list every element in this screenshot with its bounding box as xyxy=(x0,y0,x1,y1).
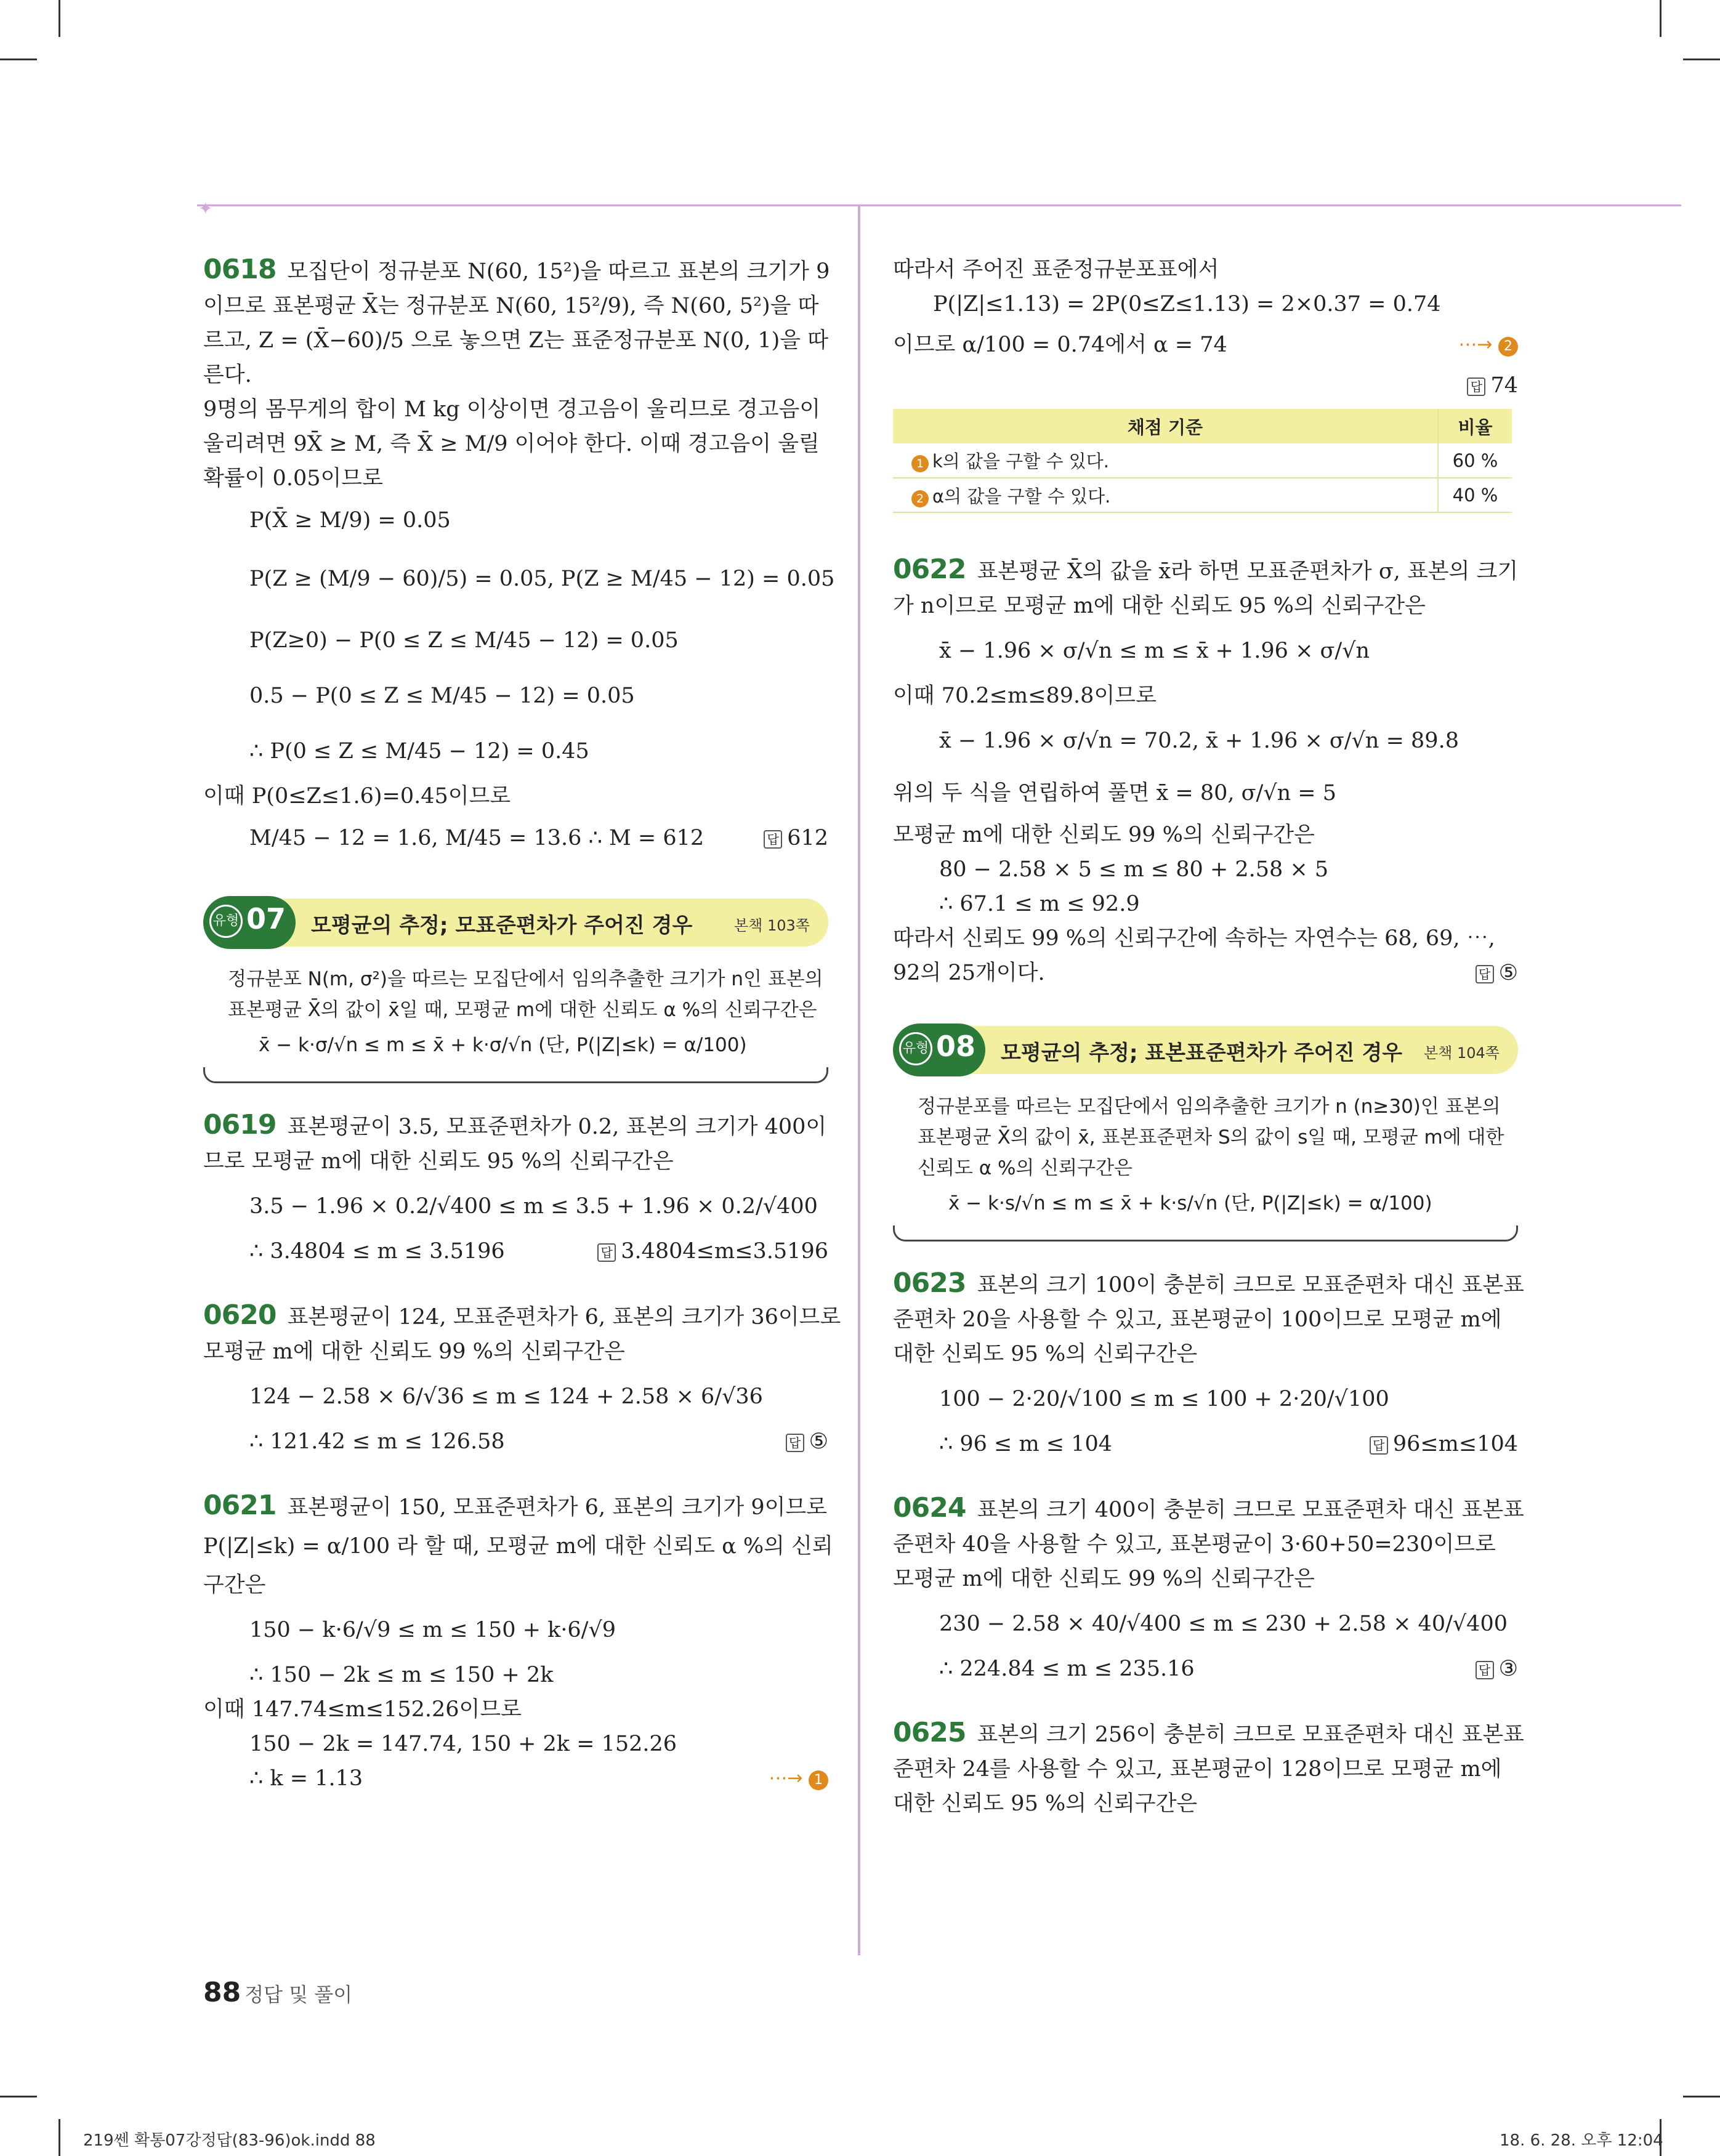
box-bracket xyxy=(203,1067,828,1083)
answer-icon: 답 xyxy=(1476,1661,1494,1679)
scoring-table xyxy=(893,409,1512,513)
equation: ∴ 150 − 2k ≤ m ≤ 150 + 2k xyxy=(249,1663,554,1687)
type-banner-08 xyxy=(893,1026,1518,1074)
type-banner-07 xyxy=(203,898,828,947)
problem-number: 0619 xyxy=(203,1109,277,1141)
answer-icon: 답 xyxy=(764,830,782,849)
problem-0621: 0621 표본평균이 150, 모표준편차가 6, 표본의 크기가 9이므로 P(|Z|≤k) = α/100 라 할 때, 모평균 m에 대한 신뢰도 α %의 신뢰 구간은 150 − k·6/√9 ≤ m ≤ 150 + k·6/√9 ∴ 150 − 2k ≤ m ≤ 150 + 2k 이때 147.74≤m≤152.26이므로 150 − 2k = 147.74, 150 + 2k = 152.26 ∴ k = 1.13 ⋯→ 1 xyxy=(203,1488,828,1796)
equation: 150 − 2k = 147.74, 150 + 2k = 152.26 xyxy=(249,1732,677,1756)
equation: ∴ 67.1 ≤ m ≤ 92.9 xyxy=(939,892,1140,916)
equation: 124 − 2.58 × 6/√36 ≤ m ≤ 124 + 2.58 × 6/√36 xyxy=(249,1384,763,1409)
answer: 답 96≤m≤104 xyxy=(1370,1427,1518,1461)
right-column xyxy=(893,252,1524,1821)
problem-0622: 0622 표본평균 X̄의 값을 x̄라 하면 모표준편차가 σ, 표본의 크기 가 n이므로 모평균 m에 대한 신뢰도 95 %의 신뢰구간은 x̄ − 1.96 × σ/√n ≤ m ≤ x̄ + 1.96 × σ/√n 이때 70.2≤m≤89.8이므로 x̄ − 1.96 × σ/√n = 70.2, x̄ + 1.96 × σ/√n = 89.8 위의 두 식을 연립하여 풀면 x̄ = 80, σ/√n = 5 모평균 m에 대한 신뢰도 99 %의 신뢰구간은 80 − 2.58 × 5 ≤ m ≤ 80 + 2.58 × 5 ∴ 67.1 ≤ m ≤ 92.9 따라서 신뢰도 99 %의 신뢰구간에 속하는 자연수는 68, 69, ⋯, 92의 25개이다. 답 ⑤ xyxy=(893,552,1518,990)
problem-number: 0624 xyxy=(893,1492,966,1524)
answer-icon: 답 xyxy=(1370,1436,1388,1455)
left-column xyxy=(203,252,841,1796)
top-rule xyxy=(197,204,1681,206)
answer-icon: 답 xyxy=(1467,378,1485,396)
type-reference: 본책 104쪽 xyxy=(1424,1044,1500,1062)
crop-mark xyxy=(59,0,60,37)
type-title: 모평균의 추정; 표본표준편차가 주어진 경우 xyxy=(1001,1041,1403,1065)
problem-0624: 0624 표본의 크기 400이 충분히 크므로 모표준편차 대신 표본표 준편차 40을 사용할 수 있고, 표본평균이 3·60+50=230이므로 모평균 m에 대한 신뢰도 99 %의 신뢰구간은 230 − 2.58 × 40/√400 ≤ m ≤ 230 + 2.58 × 40/√400 ∴ 224.84 ≤ m ≤ 235.16 답 ③ xyxy=(893,1491,1518,1686)
equation: x̄ − 1.96 × σ/√n ≤ m ≤ x̄ + 1.96 × σ/√n xyxy=(939,639,1370,663)
problem-number: 0622 xyxy=(893,554,966,585)
crop-mark xyxy=(1683,59,1720,60)
equation: 0.5 − P(0 ≤ Z ≤ M/45 − 12) = 0.05 xyxy=(249,684,635,708)
answer-icon: 답 xyxy=(1476,965,1494,983)
equation: P(Z≥0) − P(0 ≤ Z ≤ M/45 − 12) = 0.05 xyxy=(249,628,679,653)
page-number: 88 정답 및 풀이 xyxy=(203,1977,353,2008)
crop-mark xyxy=(1683,2096,1720,2097)
problem-number: 0621 xyxy=(203,1490,277,1521)
crop-mark xyxy=(0,2096,37,2097)
equation: P(Z ≥ (M/9 − 60)/5) = 0.05, P(Z ≥ M/45 − 12) = 0.05 xyxy=(249,567,835,591)
problem-0623: 0623 표본의 크기 100이 충분히 크므로 모표준편차 대신 표본표 준편차 20을 사용할 수 있고, 표본평균이 100이므로 모평균 m에 대한 신뢰도 95 %의 신뢰구간은 100 − 2·20/√100 ≤ m ≤ 100 + 2·20/√100 ∴ 96 ≤ m ≤ 104 답 96≤m≤104 xyxy=(893,1266,1518,1461)
table-row: 2 α의 값을 구할 수 있다. 40 % xyxy=(893,478,1512,512)
type-reference: 본책 103쪽 xyxy=(734,917,810,934)
equation: 3.5 − 1.96 × 0.2/√400 ≤ m ≤ 3.5 + 1.96 × 0.2/√400 xyxy=(249,1194,818,1219)
answer-icon: 답 xyxy=(597,1243,616,1262)
type-badge: 유형 07 xyxy=(203,896,296,949)
answer: 답 612 xyxy=(764,814,828,863)
crop-mark xyxy=(1660,0,1661,37)
type-title: 모평균의 추정; 모표준편차가 주어진 경우 xyxy=(311,913,693,938)
answer: 답 3.4804≤m≤3.5196 xyxy=(597,1234,828,1269)
scoring-header-ratio: 비율 xyxy=(1438,409,1512,443)
problem-0618: 0618 모집단이 정규분포 N(60, 15²)을 따르고 표본의 크기가 9 이므로 표본평균 X̄는 정규분포 N(60, 15²/9), 즉 N(60, 5²)을 따 르고, Z = (X̄−60)/5 으로 놓으면 Z는 표준정규분포 N(0, 1)을 따 른다. 9명의 몸무게의 합이 M kg 이상이면 경고음이 울리므로 경고음이 울리려면 9X̄ ≥ M, 즉 X̄ ≥ M/9 이어야 한다. 이때 경고음이 울릴 확률이 0.05이므로 P(X̄ ≥ M/9) = 0.05 P(Z ≥ (M/9 − 60)/5) = 0.05, P(Z ≥ M/45 − 12) = 0.05 P(Z≥0) − P(0 ≤ Z ≤ M/45 − 12) = 0.05 0.5 − P(0 ≤ Z ≤ M/45 − 12) = 0.05 ∴ P(0 ≤ Z ≤ M/45 − 12) = 0.45 이때 P(0≤Z≤1.6)=0.45이므로 M/45 − 12 = 1.6, M/45 = 13.6 ∴ M = 612 답 612 xyxy=(203,252,828,863)
slug-date: 18. 6. 28. 오후 12:04 xyxy=(1500,2131,1663,2150)
problem-number: 0623 xyxy=(893,1267,966,1299)
equation: M/45 − 12 = 1.6, M/45 = 13.6 ∴ M = 612 답 612 xyxy=(203,814,828,863)
problem-0620: 0620 표본평균이 124, 모표준편차가 6, 표본의 크기가 36이므로 모평균 m에 대한 신뢰도 99 %의 신뢰구간은 124 − 2.58 × 6/√36 ≤ m ≤ 124 + 2.58 × 6/√36 ∴ 121.42 ≤ m ≤ 126.58 답 ⑤ xyxy=(203,1298,828,1459)
summary-box: 정규분포 N(m, σ²)을 따르는 모집단에서 임의추출한 크기가 n인 표본의 표본평균 X̄의 값이 x̄일 때, 모평균 m에 대한 신뢰도 α %의 신뢰구간은 x̄ − k·σ/√n ≤ m ≤ x̄ + k·σ/√n (단, P(|Z|≤k) = α/100) xyxy=(203,964,828,1083)
problem-number: 0625 xyxy=(893,1717,966,1748)
equation: P(X̄ ≥ M/9) = 0.05 xyxy=(249,508,451,533)
equation: 100 − 2·20/√100 ≤ m ≤ 100 + 2·20/√100 xyxy=(939,1387,1389,1411)
answer: 답 ⑤ xyxy=(1476,956,1518,990)
problem-0621-continued: 따라서 주어진 표준정규분포표에서 P(|Z|≤1.13) = 2P(0≤Z≤1.13) = 2×0.37 = 0.74 이므로 α/100 = 0.74에서 α = 74 ⋯→ 2 답 74 xyxy=(893,257,1518,398)
step-marker: ⋯→ 1 xyxy=(769,1761,828,1796)
footer-label: 정답 및 풀이 xyxy=(244,1983,353,2006)
answer: 답 ③ xyxy=(1476,1652,1518,1686)
table-row: 1 k의 값을 구할 수 있다. 60 % xyxy=(893,443,1512,478)
crop-mark xyxy=(59,2119,60,2156)
answer: 답 ⑤ xyxy=(786,1424,828,1459)
crop-mark xyxy=(0,59,37,60)
problem-0619: 0619 표본평균이 3.5, 모표준편차가 0.2, 표본의 크기가 400이 므로 모평균 m에 대한 신뢰도 95 %의 신뢰구간은 3.5 − 1.96 × 0.2/√400 ≤ m ≤ 3.5 + 1.96 × 0.2/√400 ∴ 3.4804 ≤ m ≤ 3.5196 답 3.4804≤m≤3.5196 xyxy=(203,1108,828,1269)
equation: 80 − 2.58 × 5 ≤ m ≤ 80 + 2.58 × 5 xyxy=(939,857,1329,882)
problem-number: 0618 xyxy=(203,254,277,285)
slug-file: 219쎈 확통07강정답(83-96)ok.indd 88 xyxy=(83,2131,376,2150)
equation: x̄ − 1.96 × σ/√n = 70.2, x̄ + 1.96 × σ/√n = 89.8 xyxy=(939,729,1459,753)
problem-0625: 0625 표본의 크기 256이 충분히 크므로 모표준편차 대신 표본표 준편차 24를 사용할 수 있고, 표본평균이 128이므로 모평균 m에 대한 신뢰도 95 %의 신뢰구간은 xyxy=(893,1717,1524,1816)
equation: ∴ P(0 ≤ Z ≤ M/45 − 12) = 0.45 xyxy=(249,739,589,764)
column-divider xyxy=(858,206,860,1955)
box-bracket xyxy=(893,1225,1518,1242)
problem-number: 0620 xyxy=(203,1299,277,1331)
scoring-header-criteria: 채점 기준 xyxy=(893,409,1438,443)
summary-box: 정규분포를 따르는 모집단에서 임의추출한 크기가 n (n≥30)인 표본의 표본평균 X̄의 값이 x̄, 표본표준편차 S의 값이 s일 때, 모평균 m에 대한 신뢰도 α %의 신뢰구간은 x̄ − k·s/√n ≤ m ≤ x̄ + k·s/√n (단, P(|Z|≤k) = α/100) xyxy=(893,1091,1518,1242)
equation: 230 − 2.58 × 40/√400 ≤ m ≤ 230 + 2.58 × 40/√400 xyxy=(939,1612,1508,1636)
type-badge: 유형 08 xyxy=(893,1023,985,1076)
step-marker: ⋯→ 2 xyxy=(1458,321,1518,368)
answer-icon: 답 xyxy=(786,1434,804,1452)
star-icon: ✦ xyxy=(198,198,213,219)
equation: 150 − k·6/√9 ≤ m ≤ 150 + k·6/√9 xyxy=(249,1618,616,1642)
